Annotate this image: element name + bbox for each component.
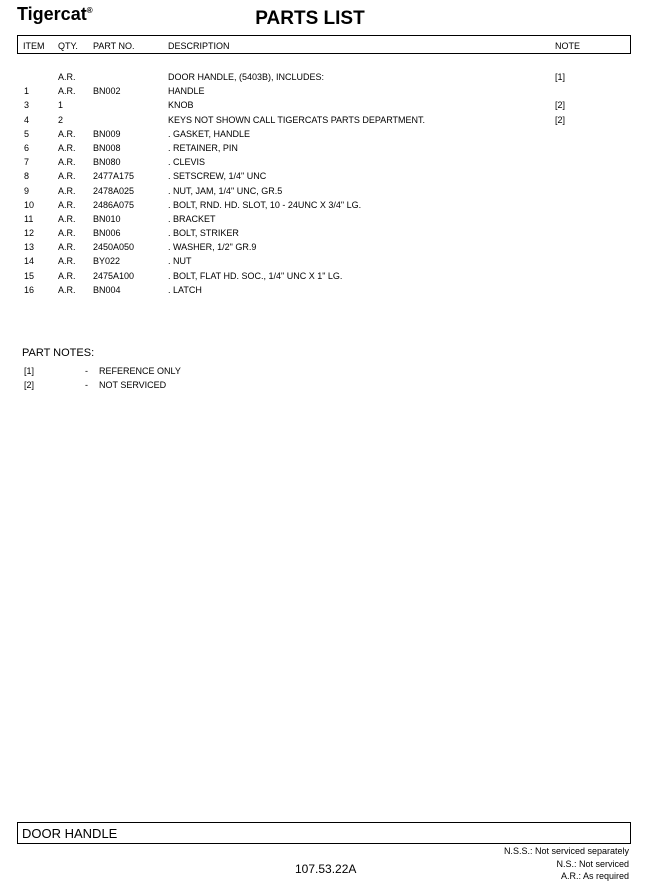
page-title: PARTS LIST [255,8,365,29]
table-row [0,228,648,242]
quantity: 1 [58,100,64,111]
quantity: A.R. [58,284,76,295]
quantity: A.R. [58,256,76,267]
part-number: 2478A025 [93,185,135,196]
abbreviation-legend [504,845,629,883]
table-row [0,115,648,129]
footer-section-bar [17,822,631,844]
item-number: 14 [24,256,35,267]
part-note-dash: - [85,380,88,390]
registered-mark: ® [86,6,93,15]
col-header-part: PART NO. [93,41,135,51]
quantity: A.R. [58,72,76,82]
parts-table-body [0,72,648,299]
item-number: 4 [24,114,30,125]
quantity: A.R. [58,270,76,281]
description: . NUT [168,256,192,267]
table-row [0,256,648,270]
part-notes-title: PART NOTES: [22,347,95,359]
quantity: A.R. [58,199,76,210]
part-note-text: NOT SERVICED [99,380,167,390]
table-row [0,285,648,299]
item-number: 1 [24,86,30,97]
part-note-dash: - [85,366,88,376]
part-number: BN002 [93,86,121,97]
brand-name: Tigercat [17,4,87,24]
item-number: 8 [24,171,30,182]
table-row [0,242,648,256]
item-number: 13 [24,242,35,253]
quantity: A.R. [58,213,76,224]
part-note-row [0,380,648,392]
item-number: 10 [24,199,35,210]
part-number: BN010 [93,213,121,224]
description: . BOLT, RND. HD. SLOT, 10 - 24UNC X 3/4" LG. [168,199,362,210]
part-number: BY022 [93,256,121,267]
col-header-note: NOTE [555,41,581,51]
description: . BOLT, STRIKER [168,228,239,239]
part-note-ref: [2] [24,380,35,390]
item-number: 7 [24,157,30,168]
table-row [0,129,648,143]
part-number: BN008 [93,142,121,153]
quantity: A.R. [58,185,76,196]
quantity: A.R. [58,171,76,182]
description: . BRACKET [168,213,216,224]
note-ref: [2] [555,100,566,111]
quantity: 2 [58,114,64,125]
item-number: 11 [24,213,34,224]
part-number: 2477A175 [93,171,135,182]
table-row [0,171,648,185]
table-row [0,100,648,114]
table-header [17,35,631,54]
part-number: BN004 [93,284,121,295]
part-note-row [0,366,648,378]
part-number: 2486A075 [93,199,135,210]
legend-line: N.S.S.: Not serviced separately [503,846,629,856]
description: KNOB [168,100,194,111]
description: . RETAINER, PIN [168,142,238,153]
description: HANDLE [168,86,205,97]
item-number: 12 [24,228,35,239]
item-number: 5 [24,128,30,139]
description: . WASHER, 1/2" GR.9 [168,242,257,253]
table-row [0,186,648,200]
table-row [0,200,648,214]
table-row [0,72,648,86]
legend-line: N.S.: Not serviced [556,858,629,869]
quantity: A.R. [58,228,76,239]
quantity: A.R. [58,142,76,153]
part-note-ref: [1] [24,366,35,376]
note-ref: [2] [555,114,566,125]
part-number: BN080 [93,157,121,168]
part-number: BN006 [93,228,121,239]
quantity: A.R. [58,242,76,253]
section-title: DOOR HANDLE [22,826,118,841]
item-number: 15 [24,270,35,281]
description: . NUT, JAM, 1/4" UNC, GR.5 [168,185,283,196]
item-number: 6 [24,142,30,153]
page-number: 107.53.22A [295,862,357,876]
quantity: A.R. [58,86,76,97]
description: . BOLT, FLAT HD. SOC., 1/4" UNC X 1" LG. [168,270,343,281]
table-row [0,157,648,171]
description: . LATCH [168,284,202,295]
col-header-desc: DESCRIPTION [168,41,230,51]
table-row [0,271,648,285]
quantity: A.R. [58,157,76,168]
description: KEYS NOT SHOWN CALL TIGERCATS PARTS DEPARTMENT. [168,114,426,125]
part-note-text: REFERENCE ONLY [99,366,181,376]
item-number: 16 [24,284,35,295]
quantity: A.R. [58,128,76,139]
note-ref: [1] [555,72,566,82]
part-number: 2450A050 [93,242,135,253]
col-header-item: ITEM [23,41,45,51]
table-row [0,214,648,228]
table-row [0,143,648,157]
part-number: 2475A100 [93,270,135,281]
item-number: 3 [24,100,30,111]
part-number: BN009 [93,128,121,139]
item-number: 9 [24,185,30,196]
description: . SETSCREW, 1/4" UNC [168,171,267,182]
description: . GASKET, HANDLE [168,128,251,139]
description: DOOR HANDLE, (5403B), INCLUDES: [168,72,325,82]
col-header-qty: QTY. [58,41,78,51]
table-row [0,86,648,100]
description: . CLEVIS [168,157,206,168]
legend-line: A.R.: As required [560,871,629,881]
